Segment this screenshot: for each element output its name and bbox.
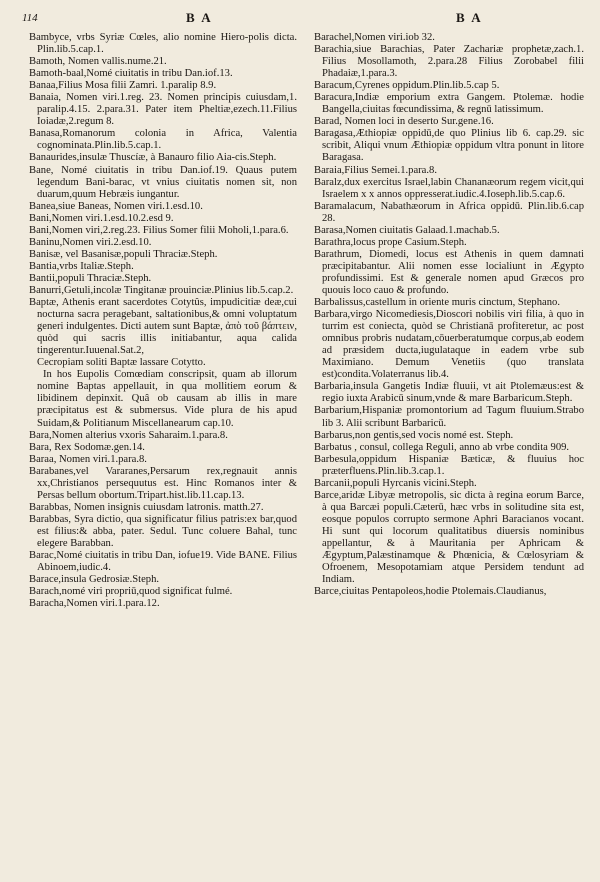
dictionary-entry: Barace,insula Gedrosiæ.Steph. [29,574,160,586]
dictionary-entry: Banaa,Filius Mosa filii Zamri. 1.paralip 8.9. [29,80,217,92]
dictionary-entry: Barabbas, Nomen insignis cuiusdam latronis. matth.27. [29,501,264,513]
dictionary-entry: Barce,ciuitas Pentapoleos,hodie Ptolemais.Claudianus, [314,586,547,598]
dictionary-entry: Bani,Nomen viri.1.esd.10.2.esd 9. [29,212,174,224]
dictionary-entry: Barachia,siue Barachias, Pater Zachariæ prophetæ,zach.1. Filius Mosollamoth, 2.para.28 Filius Zorobabel filii Phadaiæ,1.para.3. [314,44,584,80]
dictionary-entry: Bane, Nomé ciuitatis in tribu Dan.iof.19. Quaus putem legendum Bani-barac, vt vnius ciuitatis nomen sit, non duarum,quum Hebræis iungantur. [29,164,297,200]
dictionary-entry: Baracura,Indiæ emporium extra Gangem. Ptolemæ. hodie Bangella,ciuitas fœcundissima, & regnū latissimum. [314,92,584,116]
dictionary-entry: Barce,aridæ Libyæ metropolis, sic dicta à regina eorum Barce, à qua Barcæi populi.Cæterū, hæc vrbs in solitudine sita est, eosque populos corrupto sermone Aphri Baracianos vocant. Hi sunt qui locorum qualitatibus diuersis nominibus appellantur, & à Mauritania per Aphricam & Ægyptum,Palæstinamque & Phœnicia, & Cœlosyriam & Ofroenem, Mesopotamiam atque Persidem tendunt ad Indiam. [314,489,584,586]
dictionary-entry: Barbarus,non gentis,sed vocis nomé est. Steph. [314,429,514,441]
dictionary-entry: Baralz,dux exercitus Israel,labin Chananæorum regem vicit,qui Israelem x x annos oppresserat.iudic.4.Ioseph.lib.5.cap.6. [314,176,584,200]
dictionary-entry: Barathra,locus prope Casium.Steph. [314,236,467,248]
dictionary-entry: Bamoth, Nomen vallis.nume.21. [29,56,167,68]
dictionary-entry: Baramalacum, Nabathæorum in Africa oppidū. Plin.lib.6.cap 28. [314,200,584,224]
dictionary-entry: Bamoth-baal,Nomé ciuitatis in tribu Dan.iof.13. [29,68,233,80]
dictionary-entry: Barabbas, Syra dictio, qua significatur filius patris:ex bar,quod est filius:& abba, pater. Sedul. Tunc coluere Bahal, tunc elegere Barabban. [29,513,297,549]
dictionary-entry: Barasa,Nomen ciuitatis Galaad.1.machab.5. [314,224,500,236]
dictionary-entry: Banea,siue Baneas, Nomen viri.1.esd.10. [29,200,203,212]
dictionary-entry: Banaia, Nomen viri.1.reg. 23. Nomen principis cuiusdam,1. paralip.4.15. 2.para.31. Pater item Pheltiæ,ezech.11.Filius Ioiadæ,2.regum 8. [29,92,297,128]
right-column [314,32,584,598]
page-header [22,10,578,30]
dictionary-entry: Barachel,Nomen viri.iob 32. [314,32,435,43]
entry-continuation: In hos Eupolis Comœdiam conscripsit, quam ab illorum nomine Baptas appellauit, in qua mollitiem eorum & libidinem depinxit. Quâ ob causam ab illis in mare præcipitatus est & submersus. Vide plura de his apud Suidam,& Politianum Miscellanearum cap.10. [37,369,297,429]
dictionary-entry: Baracha,Nomen viri.1.para.12. [29,598,160,610]
dictionary-entry: Bara,Nomen alterius vxoris Saharaim.1.para.8. [29,429,228,441]
dictionary-entry: Banasa,Romanorum colonia in Africa, Valentia cognominata.Plin.lib.5.cap.1. [29,128,297,152]
running-head-left: B A [186,10,213,25]
dictionary-entry: Baracum,Cyrenes oppidum.Plin.lib.5.cap 5. [314,80,500,92]
running-head-right: B A [456,10,483,25]
dictionary-entry: Barad, Nomen loci in deserto Sur.gene.16. [314,116,494,128]
page-number: 114 [22,12,38,24]
dictionary-entry: Barbatus , consul, collega Reguli, anno ab vrbe condita 909. [314,441,570,453]
dictionary-entry: Baraia,Filius Semei.1.para.8. [314,164,437,176]
dictionary-entry: Bara, Rex Sodomæ.gen.14. [29,441,145,453]
dictionary-entry: Bani,Nomen viri,2.reg.23. Filius Somer filii Moholi,1.para.6. [29,224,289,236]
dictionary-entry: Barbalissus,castellum in oriente muris cinctum, Stephano. [314,297,560,309]
dictionary-entry: Barabanes,vel Vararanes,Persarum rex,regnauit annis xx,Christianos persequutus est. Hinc Romanos inter & Persas bellum obortum.Tripart.hist.lib.11.cap.13. [29,465,297,501]
dictionary-entry: Baraa, Nomen viri.1.para.8. [29,453,147,465]
dictionary-entry: Baragasa,Æthiopiæ oppidū,de quo Plinius lib 6. cap.29. sic scribit, Aliqui vnum Æthiopiæ oppidum vltra ponunt in litore Baragasa. [314,128,584,164]
dictionary-entry: Barach,nomé viri propriū,quod significat fulmé. [29,586,233,598]
dictionary-entry: Baptæ, Athenis erant sacerdotes Cotytûs, impudicitiæ deæ,cui nocturna sacra peragebant, saltationibus,& omni voluptatum generi indulgentes. Dicti autem sunt Baptæ, ἀπὸ τοῦ βάπτειν, quòd qui sacris illis initiabantur, aqua calida tingerentur.Iuuenal.Sat.2, [29,297,297,357]
dictionary-entry: Barac,Nomé ciuitatis in tribu Dan, iofue19. Vide BANE. Filius Abinoem,iudic.4. [29,550,297,574]
dictionary-entry: Bambyce, vrbs Syriæ Cœles, alio nomine Hiero-polis dicta. Plin.lib.5.cap.1. [29,32,297,56]
dictionary-entry: Barbara,virgo Nicomediesis,Dioscori nobilis viri filia, à quo in turrim est coniecta, quòd se Christianā profiteretur, ac post omnibus probris nudatam,cōuerberatumque corpus,ab eodem ad præsidem ducta,iugulataque in eadem vrbe sub Maximiano. Demum Venetiis (quo translata est)condita.Volaterranus lib.4. [314,309,584,381]
dictionary-entry: Bantia,vrbs Italiæ.Steph. [29,260,134,272]
dictionary-entry: Baninu,Nomen viri.2.esd.10. [29,236,152,248]
dictionary-entry: Banisæ, vel Basanisæ,populi Thraciæ.Steph. [29,248,218,260]
dictionary-entry: Barathrum, Diomedi, locus est Athenis in quem damnati præcipitabantur. Alii nomen esse locialiunt in Ægypto profundissimi. Est & generale nomen apud Græcos pro quouis loco cauo & profundo. [314,248,584,296]
dictionary-entry: Barbarium,Hispaniæ promontorium ad Tagum fluuium.Strabo lib 3. Alii scribunt Barbaricū. [314,405,584,429]
left-column [29,32,297,610]
dictionary-entry: Banurri,Getuli,incolæ Tingitanæ prouinciæ.Plinius lib.5.cap.2. [29,284,294,296]
dictionary-entry: Barbaria,insula Gangetis Indiæ fluuii, vt ait Ptolemæus:est & regio iuxta Arabicū sinum,vnde & mare Barbaricum.Steph. [314,381,584,405]
dictionary-entry: Banaurides,insulæ Thuscíæ, à Banauro filio Aia-cis.Steph. [29,152,277,164]
dictionary-entry: Bantii,populi Thraciæ.Steph. [29,272,152,284]
dictionary-entry: Barbesula,oppidum Hispaniæ Bæticæ, & fluuius hoc præterfluens.Plin.lib.3.cap.1. [314,453,584,477]
dictionary-entry: Barcanii,populi Hyrcanis vicini.Steph. [314,477,477,489]
verse-quotation: Cecropiam soliti Baptæ lassare Cotytto. [37,357,206,369]
